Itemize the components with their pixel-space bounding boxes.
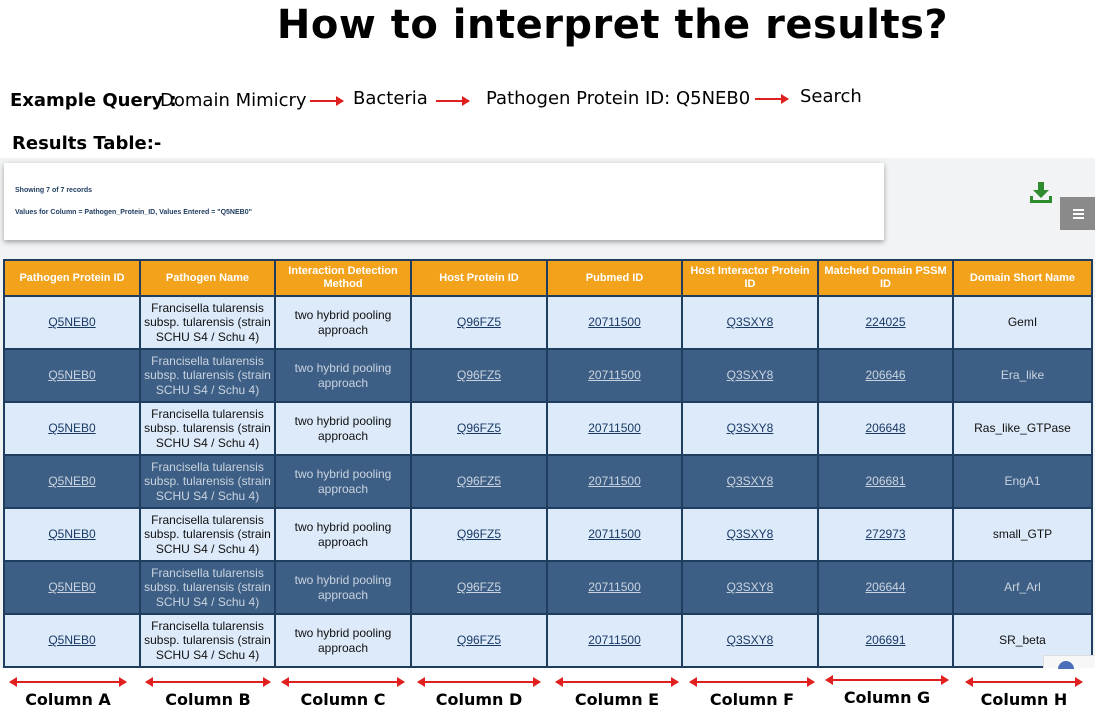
table-header-row [4, 260, 1092, 296]
pathogen-name-cell: Francisella tularensis subsp. tularensis (strain SCHU S4 / Schu 4) [140, 508, 275, 561]
pathogen-name-cell: Francisella tularensis subsp. tularensis (strain SCHU S4 / Schu 4) [140, 561, 275, 614]
host-interactor-id-link[interactable]: Q3SXY8 [726, 368, 774, 383]
pssm-id-link[interactable]: 272973 [865, 527, 906, 542]
header-domain-short-name[interactable]: Domain Short Name [953, 260, 1092, 296]
table-row [4, 455, 1092, 508]
host-interactor-id-link[interactable]: Q3SXY8 [726, 527, 774, 542]
pubmed-id-link[interactable]: 20711500 [588, 474, 641, 489]
query-step-domain-mimicry: Domain Mimicry [160, 90, 307, 111]
pathogen-protein-id-link[interactable]: Q5NEB0 [48, 474, 96, 489]
slide-title: How to interpret the results? [276, 2, 949, 48]
column-label-h: Column H [966, 672, 1082, 716]
query-arrow-1 [310, 100, 343, 102]
header-host-protein-id[interactable]: Host Protein ID [411, 260, 547, 296]
double-arrow [826, 679, 948, 681]
example-query-label: Example Query : [10, 90, 177, 111]
header-pubmed-id[interactable]: Pubmed ID [547, 260, 682, 296]
pssm-id-link[interactable]: 206691 [865, 633, 906, 648]
domain-short-name-cell: Ras_like_GTPase [953, 402, 1092, 455]
pathogen-protein-id-link[interactable]: Q5NEB0 [48, 421, 96, 436]
results-table [3, 259, 1093, 668]
host-interactor-id-link[interactable]: Q3SXY8 [726, 474, 774, 489]
pathogen-name-cell: Francisella tularensis subsp. tularensis (strain SCHU S4 / Schu 4) [140, 296, 275, 349]
double-arrow [10, 681, 126, 683]
column-labels [0, 672, 1095, 720]
column-label-e: Column E [556, 672, 678, 716]
hamburger-menu-icon[interactable] [1060, 197, 1095, 230]
host-interactor-id-link[interactable]: Q3SXY8 [726, 315, 774, 330]
detection-method-cell: two hybrid pooling approach [275, 402, 411, 455]
query-step-bacteria: Bacteria [353, 88, 428, 109]
pssm-id-link[interactable]: 206646 [865, 368, 906, 383]
domain-short-name-cell: SR_beta [953, 614, 1092, 667]
query-step-search: Search [800, 86, 862, 107]
domain-short-name-cell: GemI [953, 296, 1092, 349]
detection-method-cell: two hybrid pooling approach [275, 614, 411, 667]
host-protein-id-link[interactable]: Q96FZ5 [456, 633, 501, 648]
example-query [10, 86, 1090, 116]
recaptcha-icon[interactable] [1043, 655, 1095, 668]
header-matched-domain-pssm-id[interactable]: Matched Domain PSSM ID [818, 260, 953, 296]
column-label-c: Column C [282, 672, 404, 716]
table-row [4, 402, 1092, 455]
column-label-g: Column G [826, 670, 948, 714]
host-protein-id-link[interactable]: Q96FZ5 [456, 474, 501, 489]
column-label-b: Column B [146, 672, 270, 716]
double-arrow [556, 681, 678, 683]
pathogen-name-cell: Francisella tularensis subsp. tularensis (strain SCHU S4 / Schu 4) [140, 349, 275, 402]
pathogen-protein-id-link[interactable]: Q5NEB0 [48, 315, 96, 330]
header-pathogen-name[interactable]: Pathogen Name [140, 260, 275, 296]
records-info-card [4, 163, 884, 240]
detection-method-cell: two hybrid pooling approach [275, 349, 411, 402]
column-label-f: Column F [690, 672, 814, 716]
domain-short-name-cell: EngA1 [953, 455, 1092, 508]
pubmed-id-link[interactable]: 20711500 [588, 421, 641, 436]
column-label-d: Column D [418, 672, 540, 716]
download-icon[interactable] [1028, 180, 1054, 206]
pathogen-name-cell: Francisella tularensis subsp. tularensis (strain SCHU S4 / Schu 4) [140, 614, 275, 667]
host-protein-id-link[interactable]: Q96FZ5 [456, 368, 501, 383]
pssm-id-link[interactable]: 206681 [865, 474, 906, 489]
results-table-label: Results Table:- [12, 133, 162, 154]
filter-values-text: Values for Column = Pathogen_Protein_ID, Values Entered = "Q5NEB0" [15, 209, 252, 216]
pathogen-name-cell: Francisella tularensis subsp. tularensis (strain SCHU S4 / Schu 4) [140, 455, 275, 508]
query-arrow-2 [436, 100, 469, 102]
pathogen-name-cell: Francisella tularensis subsp. tularensis (strain SCHU S4 / Schu 4) [140, 402, 275, 455]
host-protein-id-link[interactable]: Q96FZ5 [456, 527, 501, 542]
pubmed-id-link[interactable]: 20711500 [588, 368, 641, 383]
pubmed-id-link[interactable]: 20711500 [588, 527, 641, 542]
detection-method-cell: two hybrid pooling approach [275, 561, 411, 614]
domain-short-name-cell: Arf_Arl [953, 561, 1092, 614]
host-protein-id-link[interactable]: Q96FZ5 [456, 421, 501, 436]
domain-short-name-cell: Era_like [953, 349, 1092, 402]
host-interactor-id-link[interactable]: Q3SXY8 [726, 633, 774, 648]
pssm-id-link[interactable]: 206644 [865, 580, 906, 595]
host-interactor-id-link[interactable]: Q3SXY8 [726, 580, 774, 595]
table-row [4, 508, 1092, 561]
double-arrow [146, 681, 270, 683]
detection-method-cell: two hybrid pooling approach [275, 296, 411, 349]
pssm-id-link[interactable]: 206648 [865, 421, 906, 436]
query-step-pathogen-protein-id: Pathogen Protein ID: Q5NEB0 [486, 88, 751, 109]
pathogen-protein-id-link[interactable]: Q5NEB0 [48, 527, 96, 542]
pathogen-protein-id-link[interactable]: Q5NEB0 [48, 633, 96, 648]
host-protein-id-link[interactable]: Q96FZ5 [456, 315, 501, 330]
host-protein-id-link[interactable]: Q96FZ5 [456, 580, 501, 595]
pubmed-id-link[interactable]: 20711500 [588, 633, 641, 648]
double-arrow [690, 681, 814, 683]
double-arrow [966, 681, 1082, 683]
pathogen-protein-id-link[interactable]: Q5NEB0 [48, 580, 96, 595]
host-interactor-id-link[interactable]: Q3SXY8 [726, 421, 774, 436]
header-interaction-detection-method[interactable]: Interaction Detection Method [275, 260, 411, 296]
table-row [4, 561, 1092, 614]
domain-short-name-cell: small_GTP [953, 508, 1092, 561]
pubmed-id-link[interactable]: 20711500 [588, 580, 641, 595]
records-count-text: Showing 7 of 7 records [15, 187, 93, 194]
detection-method-cell: two hybrid pooling approach [275, 508, 411, 561]
detection-method-cell: two hybrid pooling approach [275, 455, 411, 508]
table-row [4, 349, 1092, 402]
pssm-id-link[interactable]: 224025 [865, 315, 906, 330]
pathogen-protein-id-link[interactable]: Q5NEB0 [48, 368, 96, 383]
column-label-a: Column A [10, 672, 126, 716]
query-arrow-3 [755, 98, 788, 100]
header-host-interactor-protein-id[interactable]: Host Interactor Protein ID [682, 260, 818, 296]
table-row [4, 614, 1092, 667]
double-arrow [418, 681, 540, 683]
double-arrow [282, 681, 404, 683]
table-row [4, 296, 1092, 349]
pubmed-id-link[interactable]: 20711500 [588, 315, 641, 330]
header-pathogen-protein-id[interactable]: Pathogen Protein ID [4, 260, 140, 296]
